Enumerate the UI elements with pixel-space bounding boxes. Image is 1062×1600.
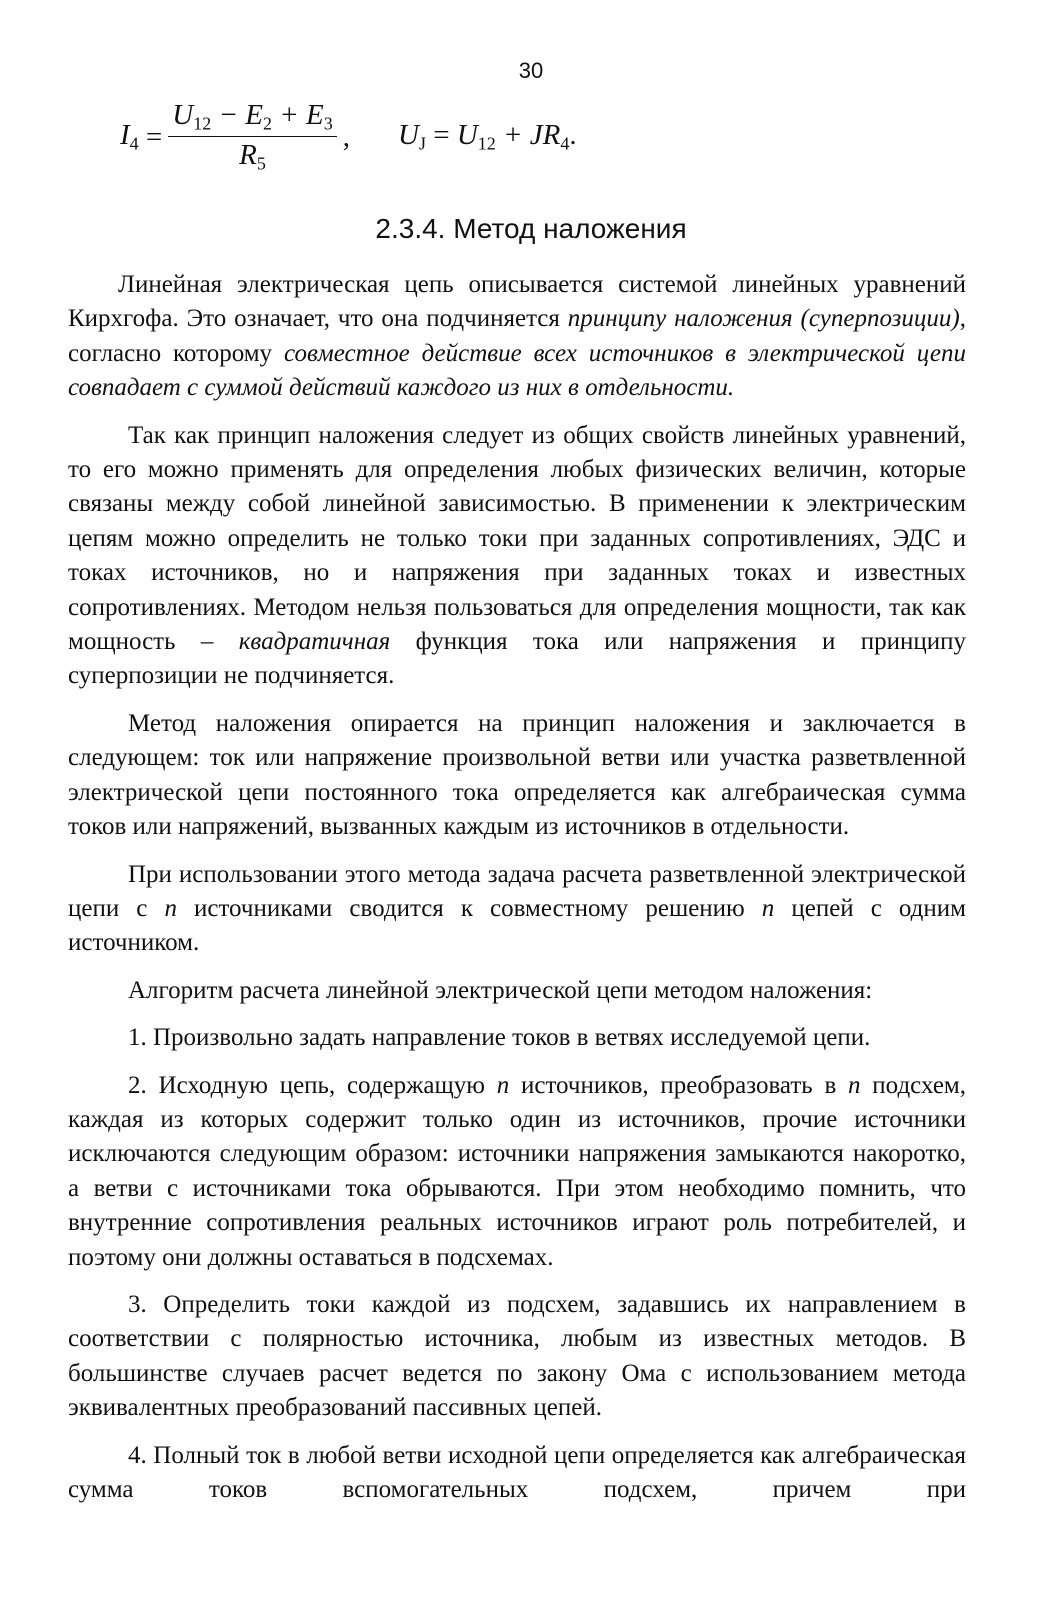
section-heading: 2.3.4. Метод наложения — [375, 213, 687, 244]
formula-i4-denominator: $R_5$ — [239, 139, 266, 174]
paragraph-5: Алгоритм расчета линейной электрической цепи методом наложения: — [128, 976, 873, 1004]
list-item-3: 3. Определить токи каждой из подсхем, задавшись их направлением в соответствии с полярностью источника, любым из известных методов. В большинстве случаев расчет ведется по закону Ома с использованием метода эквивалентных преобразований пассивных цепей. — [68, 1290, 966, 1422]
formula-i4-numerator: $U_{12} - E_2 + E_3$ — [168, 100, 336, 137]
paragraph-1: Линейная электрическая цепь описывается системой линейных уравнений Кирхгофа. Это означает, что она подчиняется принципу наложения (суперпозиции), согласно которому совместное действие всех источников в электрической цепи совпадает с суммой действий каждого из них в отдельности. — [68, 271, 966, 402]
paragraph-4: При использовании этого метода задача расчета разветвленной электрической цепи с n источниками сводится к совместному решению n цепей с одним источником. — [68, 860, 966, 957]
formula-i4-fraction — [168, 100, 336, 174]
equals-sign: = — [138, 120, 163, 153]
page-number: 30 — [518, 58, 544, 83]
list-item-1: 1. Произвольно задать направление токов в ветвях исследуемой цепи. — [128, 1024, 871, 1052]
formula-line — [120, 100, 577, 174]
comma: , — [342, 120, 350, 153]
body-text — [68, 268, 966, 1507]
paragraph-3: Метод наложения опирается на принцип наложения и заключается в следующем: ток или напряжение произвольной ветви или участка разветвленной электрической цепи постоянного тока определяется как алгебраическая сумма токов или напряжений, вызванных каждым из источников в отдельности. — [68, 709, 966, 841]
formula-i4-lhs: $I_4$ — [120, 119, 139, 154]
list-item-2: 2. Исходную цепь, содержащую n источников, преобразовать в n подсхем, каждая из которых содержит только один из источников, прочие источники исключаются следующим образом: источники напряжения замыкаются накоротко, а ветви с источниками тока обрываются. При этом необходимо помнить, что внутренние сопротивления реальных источников играют роль потребителей, и поэтому они должны оставаться в подсхемах. — [68, 1071, 966, 1271]
list-item-4: 4. Полный ток в любой ветви исходной цепи определяется как алгебраическая сумма токов вспомогательных подсхем, причем при — [68, 1441, 966, 1503]
formula-uj: $U_J = U_{12} + JR_4$. — [398, 119, 577, 154]
paragraph-2: Так как принцип наложения следует из общих свойств линейных уравнений, то его можно применять для определения любых физических величин, которые связаны между собой линейной зависимостью. В применении к электрическим цепям можно определить не только токи при заданных сопротивлениях, ЭДС и токах источников, но и напряжения при заданных токах и известных сопротивлениях. Методом нельзя пользоваться для определения мощности, так как мощность – квадратичная функция тока или напряжения и принципу суперпозиции не подчиняется. — [68, 421, 966, 690]
